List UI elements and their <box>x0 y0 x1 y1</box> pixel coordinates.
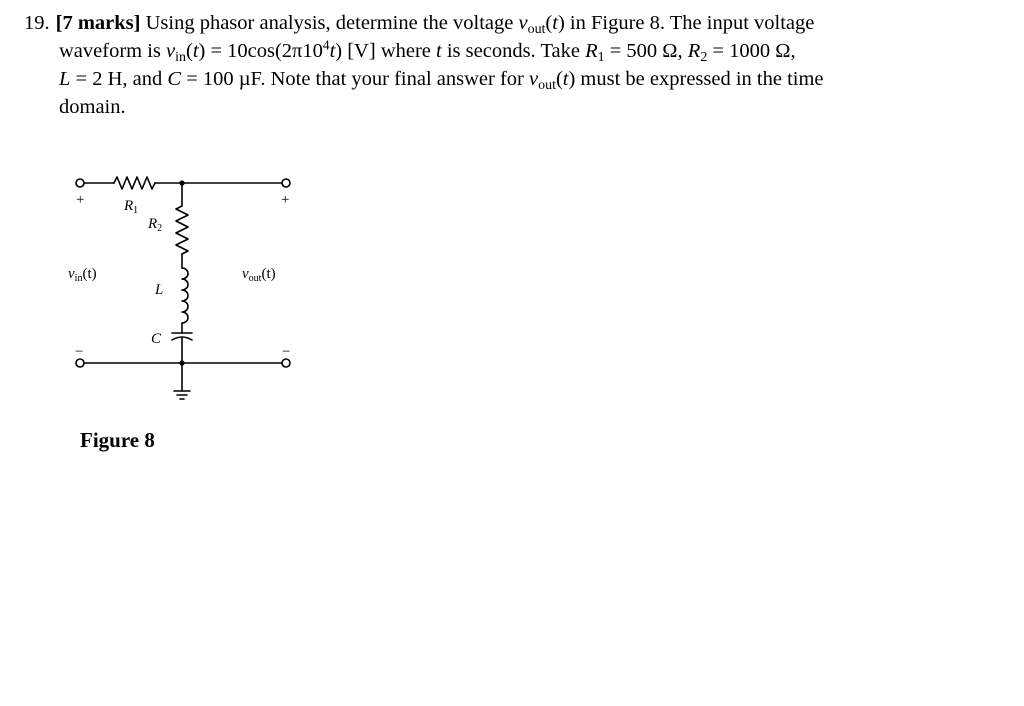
superscript: 4 <box>322 37 330 53</box>
circuit-diagram <box>58 166 308 416</box>
symbol-t: t <box>562 68 569 90</box>
text-segment: ) = 10cos(2π10 <box>198 40 323 62</box>
text-segment: waveform is <box>59 40 167 62</box>
question-marks: [7 marks] <box>55 12 141 34</box>
symbol-t: t <box>552 12 558 34</box>
text-segment: Using phasor analysis, determine the voltage <box>145 12 519 34</box>
label-vout-arg: (t) <box>261 266 276 282</box>
subscript: 1 <box>597 49 605 65</box>
symbol-t: t <box>192 40 199 62</box>
subscript: 2 <box>700 49 708 65</box>
text-segment: is seconds. Take <box>441 40 586 62</box>
label-r1-sub: 1 <box>133 205 139 216</box>
terminal-out-bottom <box>282 359 290 367</box>
question-line-2 <box>24 37 984 65</box>
question-text <box>24 9 984 121</box>
question-number: 19. <box>24 12 50 34</box>
label-r1-letter: R <box>124 198 134 214</box>
figure-caption: Figure 8 <box>80 428 155 452</box>
junction-bottom <box>179 360 184 365</box>
text-segment: ) must be expressed in the time <box>568 68 824 90</box>
text-segment: ( <box>185 40 193 62</box>
label-l: L <box>155 282 164 298</box>
text-segment: = 100 µF. Note that your final answer for <box>181 68 530 90</box>
inductor-l <box>182 268 188 323</box>
symbol-v: v <box>166 40 176 62</box>
label-vout <box>242 266 276 284</box>
text-segment: ) in Figure 8. The input voltage <box>557 12 815 34</box>
label-vin-arg: (t) <box>82 266 97 282</box>
label-r1 <box>123 198 138 216</box>
symbol-v: v <box>518 12 528 34</box>
subscript: in <box>175 49 186 65</box>
question-line-1 <box>24 9 984 37</box>
symbol-l: L <box>59 68 71 90</box>
label-c: C <box>151 331 162 347</box>
symbol-r1: R <box>585 40 598 62</box>
symbol-t: t <box>329 40 336 62</box>
text-segment: = 1000 Ω, <box>707 40 796 62</box>
label-r2 <box>147 216 162 234</box>
terminal-in-bottom <box>76 359 84 367</box>
symbol-c: C <box>167 68 182 90</box>
text-segment: = 2 H, and <box>70 68 168 90</box>
label-r2-sub: 2 <box>157 223 163 234</box>
resistor-r1 <box>114 177 155 189</box>
symbol-r2: R <box>687 40 701 62</box>
label-vout-v: v <box>242 266 249 282</box>
label-r2-letter: R <box>148 216 158 232</box>
question-line-4: domain. <box>59 96 126 118</box>
text-segment: ( <box>545 12 553 34</box>
label-plus-right: + <box>281 192 290 208</box>
circuit-figure <box>58 166 308 416</box>
subscript: out <box>527 21 546 37</box>
question-line-3 <box>24 65 984 93</box>
label-plus-left: + <box>76 192 85 208</box>
text-segment: ( <box>555 68 563 90</box>
junction-top <box>179 180 184 185</box>
label-minus-left: − <box>75 344 84 360</box>
symbol-t: t <box>436 40 442 62</box>
symbol-v: v <box>529 68 539 90</box>
label-vin-v: v <box>68 266 75 282</box>
label-minus-right: − <box>282 344 291 360</box>
label-vout-sub: out <box>248 273 262 284</box>
text-segment: = 500 Ω, <box>604 40 688 62</box>
resistor-r2 <box>176 206 188 254</box>
subscript: out <box>538 77 556 93</box>
terminal-in-top <box>76 179 84 187</box>
label-vin-sub: in <box>74 273 83 284</box>
terminal-out-top <box>282 179 290 187</box>
text-segment: ) [V] where <box>335 40 437 62</box>
label-vin <box>68 266 97 284</box>
